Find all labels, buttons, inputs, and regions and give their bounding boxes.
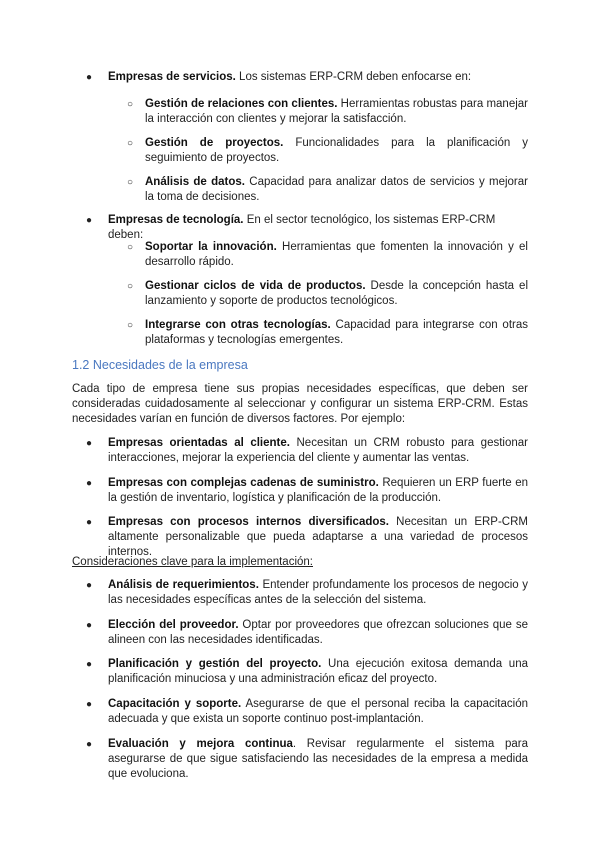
item-text: Optar por proveedores que ofrezcan soluciones que se alineen con las necesidades identificadas.	[108, 619, 528, 646]
item-title: Soportar la innovación.	[145, 241, 277, 253]
section-heading: 1.2 Necesidades de la empresa	[72, 358, 248, 372]
bullet-icon: ●	[86, 739, 93, 750]
item-title: Empresas con complejas cadenas de suministro.	[108, 477, 379, 489]
hollow-bullet-icon: ○	[127, 320, 134, 331]
bullet-icon: ●	[86, 659, 93, 670]
item-text: Herramientas que fomenten la innovación y el desarrollo rápido.	[145, 241, 528, 268]
item-text: Requieren un ERP fuerte en la gestión de inventario, logística y planificación de la producción.	[108, 477, 529, 504]
item-title: Integrarse con otras tecnologías.	[145, 319, 331, 331]
item-title: Evaluación y mejora continua	[108, 738, 293, 750]
list-item	[108, 436, 528, 466]
item-title: Gestionar ciclos de vida de productos.	[145, 280, 366, 292]
bullet-icon: ●	[86, 620, 93, 631]
list-item	[108, 618, 528, 648]
item-title: Empresas de tecnología.	[108, 214, 244, 226]
hollow-bullet-icon: ○	[127, 177, 134, 188]
list-item	[145, 97, 528, 127]
list-item	[145, 240, 528, 270]
item-text: Los sistemas ERP-CRM deben enfocarse en:	[235, 71, 472, 83]
list-item	[108, 737, 528, 782]
list-item	[108, 515, 528, 560]
item-text: Capacidad para analizar datos de servicios y mejorar la toma de decisiones.	[145, 176, 528, 203]
bullet-icon: ●	[86, 517, 93, 528]
item-title: Elección del proveedor.	[108, 619, 239, 631]
list-item	[108, 213, 528, 243]
item-text: En el sector tecnológico, los sistemas ERP-CRM deben:	[108, 214, 496, 241]
item-title: Gestión de relaciones con clientes.	[145, 98, 338, 110]
hollow-bullet-icon: ○	[127, 242, 134, 253]
list-item	[108, 657, 528, 687]
list-item	[108, 476, 528, 506]
item-title: Capacitación y soporte.	[108, 698, 242, 710]
list-item	[108, 578, 528, 608]
item-text: Asegurarse de que el personal reciba la capacitación adecuada y que exista un soporte continuo post-implantación.	[108, 698, 528, 725]
item-text: Necesitan un ERP-CRM altamente personalizable que pueda adaptarse a una variedad de procesos internos.	[108, 516, 528, 558]
bullet-icon: ●	[86, 215, 93, 226]
bullet-icon: ●	[86, 699, 93, 710]
item-text: . Revisar regularmente el sistema para asegurarse de que sigue satisfaciendo las necesidades de la empresa a medida que evoluciona.	[108, 738, 528, 780]
bullet-icon: ●	[86, 438, 93, 449]
hollow-bullet-icon: ○	[127, 281, 134, 292]
list-item	[145, 136, 528, 166]
list-item	[145, 175, 528, 205]
item-text: Entender profundamente los procesos de negocio y las necesidades específicas antes de la selección del sistema.	[108, 579, 528, 606]
intro-paragraph: Cada tipo de empresa tiene sus propias necesidades específicas, que deben ser consideradas cuidadosamente al seleccionar y configurar un sistema ERP-CRM. Estas necesidades varían en función de diversos factores. Por ejemplo:	[72, 383, 528, 425]
item-text: Una ejecución exitosa demanda una planificación minuciosa y una administración eficaz del proyecto.	[108, 658, 528, 685]
item-title: Empresas de servicios.	[108, 71, 236, 83]
bullet-icon: ●	[86, 72, 93, 83]
list-item	[145, 318, 528, 348]
list-item	[108, 70, 528, 85]
hollow-bullet-icon: ○	[127, 138, 134, 149]
item-title: Análisis de datos.	[145, 176, 245, 188]
item-title: Análisis de requerimientos.	[108, 579, 259, 591]
item-text: Funcionalidades para la planificación y seguimiento de proyectos.	[145, 137, 529, 164]
list-item	[145, 279, 528, 309]
item-text: Necesitan un CRM robusto para gestionar interacciones, mejorar la experiencia del cliente y aumentar las ventas.	[108, 437, 528, 464]
list-item	[108, 697, 528, 727]
bullet-icon: ●	[86, 580, 93, 591]
item-title: Empresas con procesos internos diversificados.	[108, 516, 389, 528]
item-text: Capacidad para integrarse con otras plataformas y tecnologías emergentes.	[145, 319, 528, 346]
bullet-icon: ●	[86, 478, 93, 489]
item-title: Empresas orientadas al cliente.	[108, 437, 290, 449]
item-title: Gestión de proyectos.	[145, 137, 284, 149]
item-title: Planificación y gestión del proyecto.	[108, 658, 322, 670]
item-text: Herramientas robustas para manejar la interacción con clientes y mejorar la satisfacción.	[145, 98, 528, 125]
hollow-bullet-icon: ○	[127, 99, 134, 110]
considerations-title: Consideraciones clave para la implementación:	[72, 556, 313, 568]
item-text: Desde la concepción hasta el lanzamiento y soporte de productos tecnológicos.	[145, 280, 528, 307]
